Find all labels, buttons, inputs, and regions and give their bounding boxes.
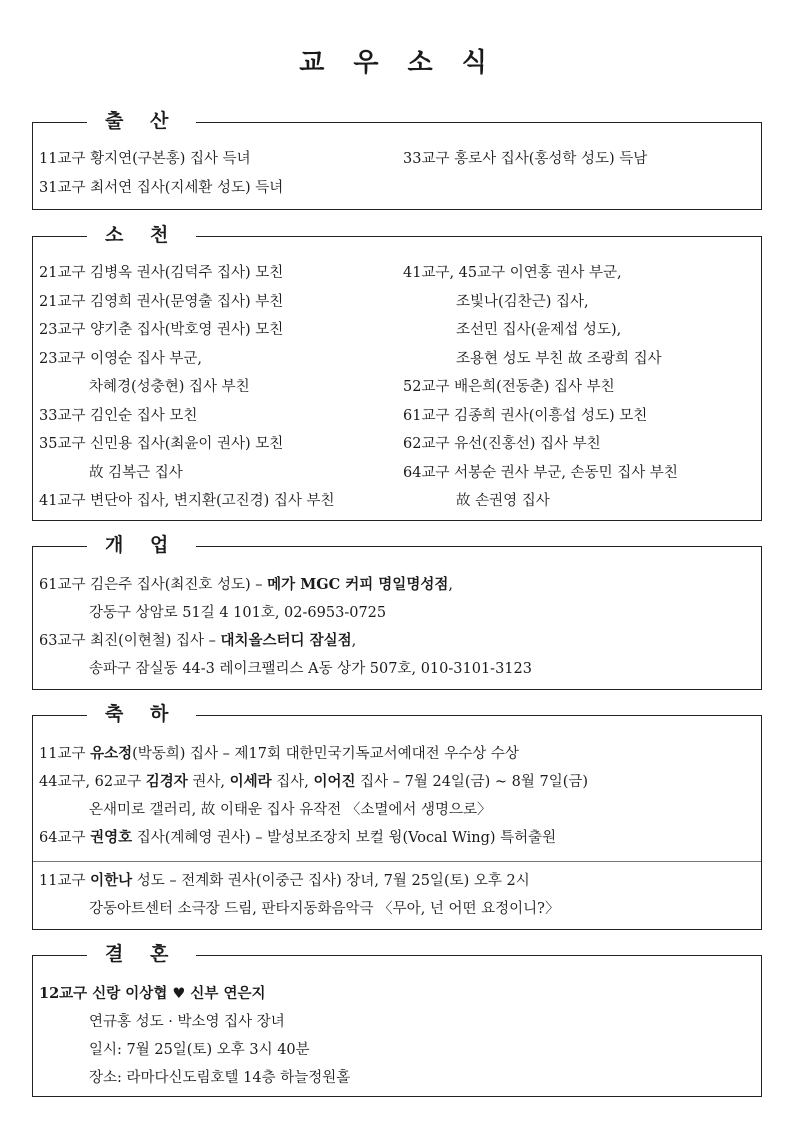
opening-item: 61교구 김은주 집사(최진호 성도) – 메가 MGC 커피 명일명성점, xyxy=(39,576,453,593)
death-section xyxy=(32,224,762,521)
congrats-section xyxy=(32,703,762,930)
birth-title: 출 산 xyxy=(87,108,196,134)
death-item: 61교구 김종희 권사(이흥섭 성도) 모친 xyxy=(403,408,648,424)
birth-section xyxy=(32,110,762,210)
congrats-item: 44교구, 62교구 김경자 권사, 이세라 집사, 이어진 집사 – 7월 24일(금) ~ 8월 7일(금) xyxy=(39,773,589,790)
death-item: 조빛나(김찬근) 집사, xyxy=(456,294,589,310)
birth-item: 31교구 최서연 집사(지세환 성도) 득녀 xyxy=(39,180,284,196)
death-item: 21교구 김영희 권사(문영출 집사) 부친 xyxy=(39,294,284,310)
page-title: 교 우 소 식 xyxy=(299,48,497,78)
wedding-section xyxy=(32,943,762,1097)
opening-title: 개 업 xyxy=(87,532,196,558)
death-item: 故 김복근 집사 xyxy=(89,465,183,481)
congrats-title: 축 하 xyxy=(87,701,196,727)
birth-item: 11교구 황지연(구본홍) 집사 득녀 xyxy=(39,151,251,167)
death-title: 소 천 xyxy=(87,222,196,248)
birth-item: 33교구 홍로사 집사(홍성학 성도) 득남 xyxy=(403,151,648,167)
congrats-divider xyxy=(33,861,761,862)
death-item: 41교구, 45교구 이연홍 권사 부군, xyxy=(403,265,622,281)
wedding-detail: 연규홍 성도 · 박소영 집사 장녀 xyxy=(89,1014,285,1030)
death-item: 41교구 변단아 집사, 변지환(고진경) 집사 부친 xyxy=(39,493,335,509)
wedding-detail: 장소: 라마다신도림호텔 14층 하늘정원홀 xyxy=(89,1070,351,1086)
death-item: 52교구 배은희(전동춘) 집사 부친 xyxy=(403,379,615,395)
death-item: 조선민 집사(윤제섭 성도), xyxy=(456,322,622,338)
wedding-detail: 일시: 7월 25일(토) 오후 3시 40분 xyxy=(89,1042,310,1058)
opening-address: 송파구 잠실동 44-3 레이크팰리스 A동 상가 507호, 010-3101-3123 xyxy=(89,661,532,677)
opening-item: 63교구 최진(이현철) 집사 – 대치올스터디 잠실점, xyxy=(39,632,357,649)
congrats-item: 11교구 이한나 성도 – 전계화 권사(이중근 집사) 장녀, 7월 25일(토) 오후 2시 xyxy=(39,872,530,889)
congrats-item: 64교구 권영호 집사(계혜영 권사) – 발성보조장치 보컬 윙(Vocal Wing) 특허출원 xyxy=(39,829,557,846)
death-item: 조용현 성도 부친 故 조광희 집사 xyxy=(456,351,662,367)
congrats-item: 강동아트센터 소극장 드림, 판타지동화음악극 〈무아, 넌 어떤 요정이니?〉 xyxy=(89,901,560,917)
death-item: 23교구 이영순 집사 부군, xyxy=(39,351,202,367)
opening-address: 강동구 상암로 51길 4 101호, 02-6953-0725 xyxy=(89,605,387,621)
heart-icon: ♥ xyxy=(172,986,186,1002)
wedding-title: 결 혼 xyxy=(87,941,196,967)
death-item: 故 손권영 집사 xyxy=(456,493,550,509)
opening-section xyxy=(32,534,762,690)
death-item: 33교구 김인순 집사 모친 xyxy=(39,408,198,424)
death-item: 차혜경(성충현) 집사 부친 xyxy=(89,379,250,395)
death-item: 35교구 신민용 집사(최윤이 권사) 모친 xyxy=(39,436,284,452)
congrats-item: 11교구 유소정(박동희) 집사 – 제17회 대한민국기독교서예대전 우수상 수상 xyxy=(39,745,519,762)
death-item: 64교구 서봉순 권사 부군, 손동민 집사 부친 xyxy=(403,465,678,481)
death-item: 62교구 유선(진홍선) 집사 부친 xyxy=(403,436,601,452)
congrats-item: 온새미로 갤러리, 故 이태운 집사 유작전 〈소멸에서 생명으로〉 xyxy=(89,802,492,818)
wedding-headline: 12교구 신랑 이상협 ♥ 신부 연은지 xyxy=(39,985,266,1002)
death-item: 23교구 양기춘 집사(박호영 권사) 모친 xyxy=(39,322,284,338)
death-item: 21교구 김병옥 권사(김덕주 집사) 모친 xyxy=(39,265,284,281)
